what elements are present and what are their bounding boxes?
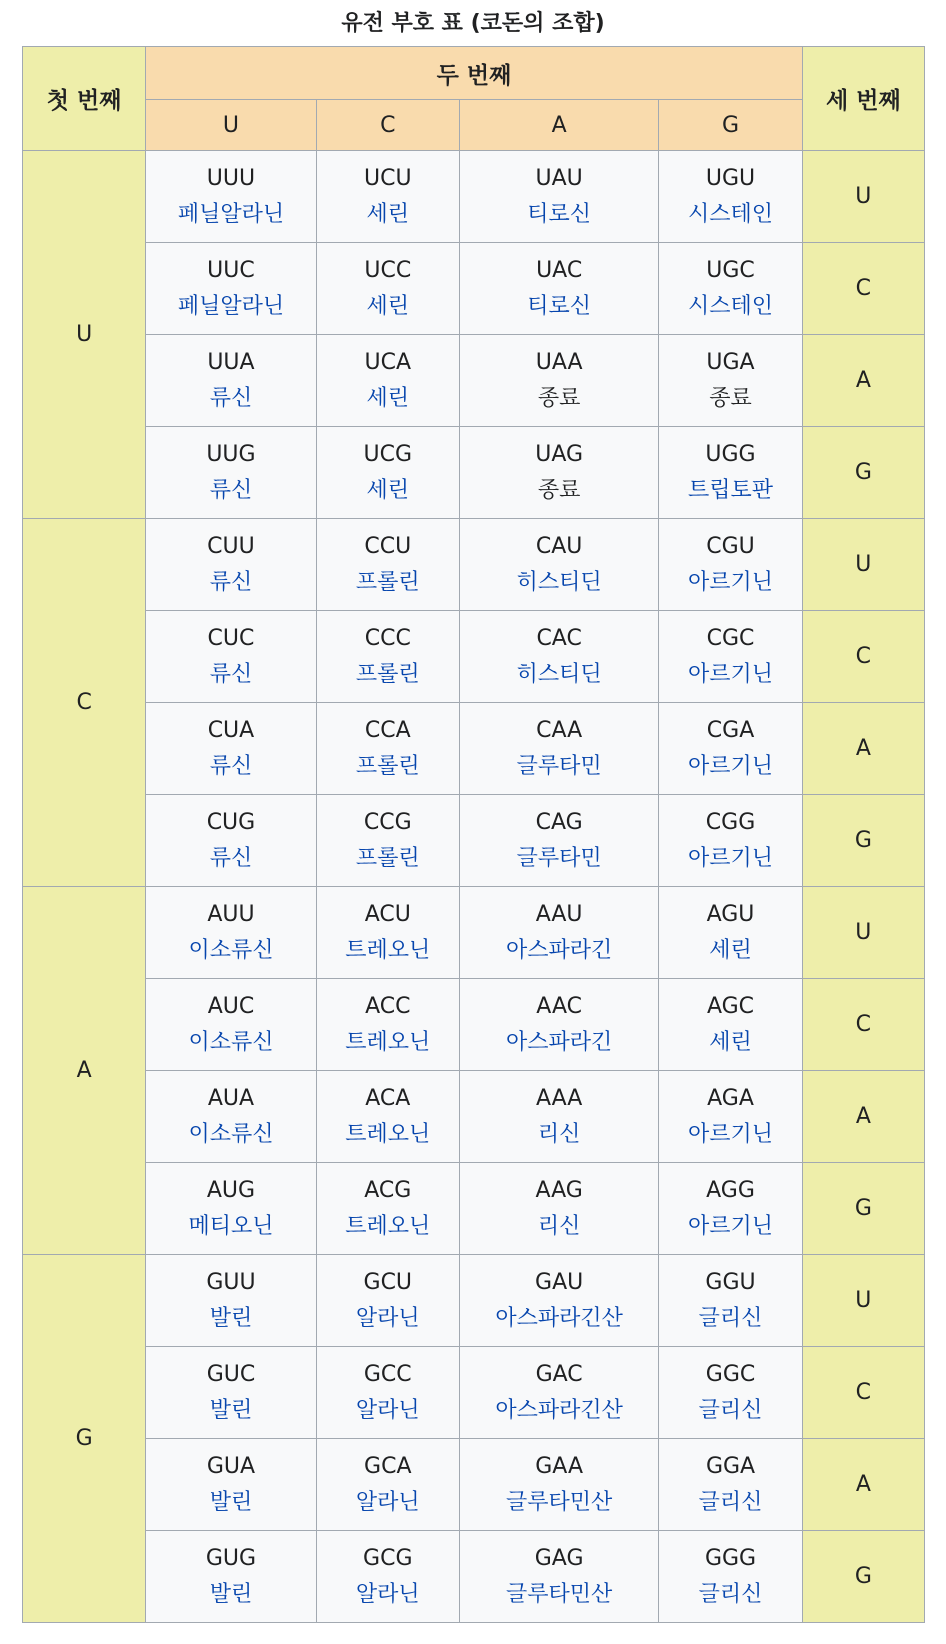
codon-cell [316, 1531, 459, 1623]
amino-acid-link[interactable]: 이소류신 [188, 1121, 274, 1147]
codon-cell [459, 1255, 658, 1347]
amino-acid-link[interactable]: 글루타민 [516, 753, 602, 779]
codon-triplet: GCU [363, 1269, 413, 1295]
codon-triplet: AGG [706, 1177, 755, 1203]
codon-triplet: GGA [705, 1453, 756, 1479]
codon-cell [659, 335, 802, 427]
codon-triplet: UAU [535, 165, 583, 191]
codon-row [23, 1071, 925, 1163]
codon-triplet: UUA [207, 349, 255, 375]
codon-triplet: ACU [364, 901, 411, 927]
stop-codon-label: 종료 [537, 477, 581, 503]
second-base-u: U [146, 100, 316, 151]
codon-cell [146, 887, 316, 979]
amino-acid-link[interactable]: 프롤린 [355, 845, 420, 871]
third-base-label: U [802, 519, 924, 611]
codon-cell [659, 427, 802, 519]
codon-triplet: GCG [363, 1545, 413, 1571]
amino-acid-link[interactable]: 세린 [709, 1029, 752, 1055]
codon-triplet: AGU [706, 901, 755, 927]
amino-acid-link[interactable]: 이소류신 [188, 1029, 274, 1055]
codon-cell [459, 1347, 658, 1439]
amino-acid-link[interactable]: 세린 [366, 293, 410, 319]
amino-acid-link[interactable]: 글리신 [698, 1581, 763, 1607]
codon-cell [459, 1439, 658, 1531]
codon-cell [459, 243, 658, 335]
codon-triplet: ACA [365, 1085, 411, 1111]
codon-triplet: UGC [706, 257, 755, 283]
codon-cell [659, 611, 802, 703]
codon-triplet: AGA [707, 1085, 754, 1111]
codon-cell [316, 1255, 459, 1347]
amino-acid-link[interactable]: 시스테인 [688, 293, 774, 319]
codon-triplet: UUG [206, 441, 256, 467]
codon-row [23, 427, 925, 519]
amino-acid-link[interactable]: 세린 [366, 385, 410, 411]
amino-acid-link[interactable]: 프롤린 [355, 569, 420, 595]
third-base-label: A [802, 703, 924, 795]
codon-triplet: ACG [364, 1177, 412, 1203]
codon-cell [316, 1071, 459, 1163]
amino-acid-link[interactable]: 트레오닌 [345, 1029, 431, 1055]
codon-triplet: AUC [207, 993, 255, 1019]
amino-acid-link[interactable]: 알라닌 [355, 1397, 420, 1423]
third-base-label: C [802, 979, 924, 1071]
codon-cell [146, 703, 316, 795]
codon-cell [659, 1439, 802, 1531]
amino-acid-link[interactable]: 티로신 [527, 201, 592, 227]
codon-cell [146, 1439, 316, 1531]
amino-acid-link[interactable]: 류신 [209, 753, 253, 779]
first-base-label: A [23, 887, 146, 1255]
amino-acid-link[interactable]: 세린 [366, 201, 410, 227]
second-base-c: C [316, 100, 459, 151]
codon-triplet: UAA [535, 349, 583, 375]
amino-acid-link[interactable]: 티로신 [527, 293, 592, 319]
codon-triplet: UGA [706, 349, 755, 375]
second-base-a: A [459, 100, 658, 151]
codon-triplet: AAU [535, 901, 583, 927]
codon-triplet: AAG [535, 1177, 583, 1203]
codon-cell [146, 151, 316, 243]
third-base-label: G [802, 427, 924, 519]
codon-triplet: GAA [535, 1453, 584, 1479]
codon-triplet: UAG [535, 441, 584, 467]
amino-acid-link[interactable]: 류신 [209, 477, 253, 503]
codon-cell [659, 1255, 802, 1347]
stop-codon-label: 종료 [537, 385, 581, 411]
codon-cell [316, 519, 459, 611]
codon-triplet: CCU [364, 533, 412, 559]
codon-cell [459, 979, 658, 1071]
codon-cell [146, 979, 316, 1071]
amino-acid-link[interactable]: 발린 [209, 1397, 253, 1423]
first-base-header: 첫 번째 [23, 47, 146, 151]
codon-cell [316, 611, 459, 703]
amino-acid-link[interactable]: 트레오닌 [345, 1213, 431, 1239]
third-base-label: U [802, 151, 924, 243]
codon-cell [659, 979, 802, 1071]
codon-triplet: CCA [364, 717, 411, 743]
third-base-header: 세 번째 [802, 47, 924, 151]
amino-acid-link[interactable]: 트립토판 [688, 477, 774, 503]
amino-acid-link[interactable]: 발린 [209, 1581, 253, 1607]
amino-acid-link[interactable]: 발린 [209, 1489, 253, 1515]
amino-acid-link[interactable]: 아스파라긴 [506, 937, 613, 963]
codon-cell [459, 151, 658, 243]
codon-cell [659, 795, 802, 887]
third-base-label: C [802, 1347, 924, 1439]
codon-cell [459, 427, 658, 519]
codon-triplet: UCA [364, 349, 412, 375]
amino-acid-link[interactable]: 글루타민산 [506, 1489, 613, 1515]
codon-row [23, 1255, 925, 1347]
codon-cell [459, 611, 658, 703]
amino-acid-link[interactable]: 아르기닌 [688, 1213, 774, 1239]
codon-row [23, 243, 925, 335]
codon-triplet: CUU [207, 533, 255, 559]
amino-acid-link[interactable]: 이소류신 [188, 937, 274, 963]
codon-cell [316, 703, 459, 795]
codon-cell [146, 1071, 316, 1163]
codon-triplet: CGG [705, 809, 756, 835]
third-base-label: U [802, 887, 924, 979]
third-base-label: G [802, 1163, 924, 1255]
amino-acid-link[interactable]: 발린 [209, 1305, 253, 1331]
amino-acid-link[interactable]: 아르기닌 [688, 661, 774, 687]
amino-acid-link[interactable]: 아스파라긴산 [495, 1305, 623, 1331]
codon-triplet: GCA [364, 1453, 412, 1479]
codon-triplet: CUC [207, 625, 255, 651]
codon-cell [459, 703, 658, 795]
codon-cell [146, 1163, 316, 1255]
codon-triplet: UCC [364, 257, 412, 283]
codon-triplet: CCC [364, 625, 411, 651]
codon-cell [459, 335, 658, 427]
codon-cell [459, 1163, 658, 1255]
stop-codon-label: 종료 [709, 385, 752, 411]
codon-cell [316, 335, 459, 427]
codon-row [23, 1163, 925, 1255]
codon-triplet: GGG [704, 1545, 757, 1571]
codon-cell [146, 795, 316, 887]
codon-row [23, 335, 925, 427]
codon-triplet: CCG [363, 809, 412, 835]
codon-cell [316, 1439, 459, 1531]
second-base-g: G [659, 100, 802, 151]
amino-acid-link[interactable]: 아르기닌 [688, 1121, 774, 1147]
codon-cell [316, 243, 459, 335]
amino-acid-link[interactable]: 글루타민 [516, 845, 602, 871]
codon-triplet: UGU [705, 165, 756, 191]
codon-cell [146, 427, 316, 519]
codon-row [23, 795, 925, 887]
codon-cell [146, 519, 316, 611]
codon-cell [459, 1071, 658, 1163]
codon-cell [659, 519, 802, 611]
codon-cell [316, 979, 459, 1071]
codon-cell [659, 243, 802, 335]
third-base-label: U [802, 1255, 924, 1347]
codon-triplet: AAC [536, 993, 582, 1019]
codon-cell [659, 1347, 802, 1439]
codon-table-body [23, 151, 925, 1623]
codon-cell [316, 1347, 459, 1439]
amino-acid-link[interactable]: 히스티딘 [516, 661, 602, 687]
codon-cell [316, 151, 459, 243]
amino-acid-link[interactable]: 류신 [209, 845, 253, 871]
codon-cell [459, 1531, 658, 1623]
codon-triplet: CGA [706, 717, 755, 743]
codon-cell [659, 151, 802, 243]
codon-row [23, 1347, 925, 1439]
amino-acid-link[interactable]: 글리신 [698, 1305, 763, 1331]
codon-triplet: GUA [206, 1453, 256, 1479]
codon-cell [659, 887, 802, 979]
codon-cell [659, 703, 802, 795]
codon-triplet: UCU [363, 165, 412, 191]
amino-acid-link[interactable]: 히스티딘 [516, 569, 602, 595]
third-base-label: A [802, 1071, 924, 1163]
amino-acid-link[interactable]: 알라닌 [355, 1305, 420, 1331]
amino-acid-link[interactable]: 글루타민산 [506, 1581, 613, 1607]
codon-triplet: GUG [205, 1545, 257, 1571]
codon-row [23, 979, 925, 1071]
codon-triplet: UGG [705, 441, 756, 467]
codon-triplet: GGU [705, 1269, 756, 1295]
codon-cell [659, 1163, 802, 1255]
amino-acid-link[interactable]: 리신 [537, 1121, 581, 1147]
codon-triplet: CAA [536, 717, 583, 743]
codon-triplet: GUU [206, 1269, 256, 1295]
codon-cell [316, 427, 459, 519]
codon-triplet: ACC [365, 993, 411, 1019]
codon-cell [146, 611, 316, 703]
third-base-label: C [802, 611, 924, 703]
codon-triplet: CUG [206, 809, 256, 835]
codon-triplet: UUU [206, 165, 256, 191]
codon-triplet: GGC [705, 1361, 756, 1387]
codon-triplet: AAA [535, 1085, 583, 1111]
codon-row [23, 703, 925, 795]
codon-cell [316, 1163, 459, 1255]
amino-acid-link[interactable]: 글리신 [698, 1397, 763, 1423]
codon-triplet: GAC [535, 1361, 583, 1387]
codon-cell [459, 519, 658, 611]
amino-acid-link[interactable]: 세린 [366, 477, 410, 503]
codon-row [23, 611, 925, 703]
amino-acid-link[interactable]: 류신 [209, 385, 253, 411]
amino-acid-link[interactable]: 세린 [709, 937, 752, 963]
codon-cell [316, 795, 459, 887]
codon-triplet: GCC [363, 1361, 412, 1387]
codon-triplet: UAC [536, 257, 583, 283]
codon-row [23, 151, 925, 243]
codon-table [22, 46, 925, 1623]
codon-row [23, 519, 925, 611]
codon-triplet: AUU [207, 901, 255, 927]
codon-cell [146, 1531, 316, 1623]
codon-cell [146, 1347, 316, 1439]
amino-acid-link[interactable]: 글리신 [698, 1489, 763, 1515]
first-base-label: G [23, 1255, 146, 1623]
amino-acid-link[interactable]: 프롤린 [355, 661, 420, 687]
codon-triplet: GAG [534, 1545, 584, 1571]
codon-triplet: AUG [206, 1177, 256, 1203]
codon-triplet: AGC [706, 993, 755, 1019]
codon-cell [146, 335, 316, 427]
amino-acid-link[interactable]: 페닐알라닌 [177, 201, 285, 227]
codon-cell [316, 887, 459, 979]
amino-acid-link[interactable]: 알라닌 [355, 1489, 420, 1515]
amino-acid-link[interactable]: 아르기닌 [688, 845, 774, 871]
amino-acid-link[interactable]: 페닐알라닌 [177, 293, 285, 319]
codon-cell [459, 887, 658, 979]
codon-cell [146, 243, 316, 335]
codon-cell [659, 1531, 802, 1623]
first-base-label: C [23, 519, 146, 887]
third-base-label: A [802, 1439, 924, 1531]
codon-row [23, 887, 925, 979]
codon-triplet: CAC [536, 625, 582, 651]
third-base-label: C [802, 243, 924, 335]
amino-acid-link[interactable]: 알라닌 [355, 1581, 420, 1607]
codon-triplet: CGC [706, 625, 755, 651]
amino-acid-link[interactable]: 트레오닌 [345, 937, 431, 963]
amino-acid-link[interactable]: 아스파라긴 [506, 1029, 613, 1055]
codon-row [23, 1531, 925, 1623]
amino-acid-link[interactable]: 아르기닌 [688, 753, 774, 779]
codon-triplet: GUC [206, 1361, 256, 1387]
codon-cell [146, 1255, 316, 1347]
amino-acid-link[interactable]: 시스테인 [688, 201, 774, 227]
amino-acid-link[interactable]: 리신 [537, 1213, 581, 1239]
codon-cell [659, 1071, 802, 1163]
codon-cell [459, 795, 658, 887]
amino-acid-link[interactable]: 류신 [209, 661, 253, 687]
amino-acid-link[interactable]: 트레오닌 [345, 1121, 431, 1147]
amino-acid-link[interactable]: 아스파라긴산 [495, 1397, 623, 1423]
codon-row [23, 1439, 925, 1531]
codon-triplet: GAU [535, 1269, 584, 1295]
amino-acid-link[interactable]: 아르기닌 [688, 569, 774, 595]
third-base-label: G [802, 795, 924, 887]
second-base-header: 두 번째 [146, 47, 802, 100]
codon-triplet: UCG [363, 441, 413, 467]
table-caption: 유전 부호 표 (코돈의 조합) [341, 11, 605, 36]
codon-triplet: CAG [535, 809, 583, 835]
codon-triplet: UUC [207, 257, 255, 283]
third-base-label: G [802, 1531, 924, 1623]
third-base-label: A [802, 335, 924, 427]
codon-triplet: CAU [535, 533, 583, 559]
codon-triplet: CGU [706, 533, 755, 559]
amino-acid-link[interactable]: 메티오닌 [188, 1213, 274, 1239]
amino-acid-link[interactable]: 류신 [209, 569, 253, 595]
first-base-label: U [23, 151, 146, 519]
amino-acid-link[interactable]: 프롤린 [355, 753, 420, 779]
codon-triplet: CUA [207, 717, 255, 743]
codon-triplet: AUA [207, 1085, 255, 1111]
codon-table-header [23, 47, 925, 151]
